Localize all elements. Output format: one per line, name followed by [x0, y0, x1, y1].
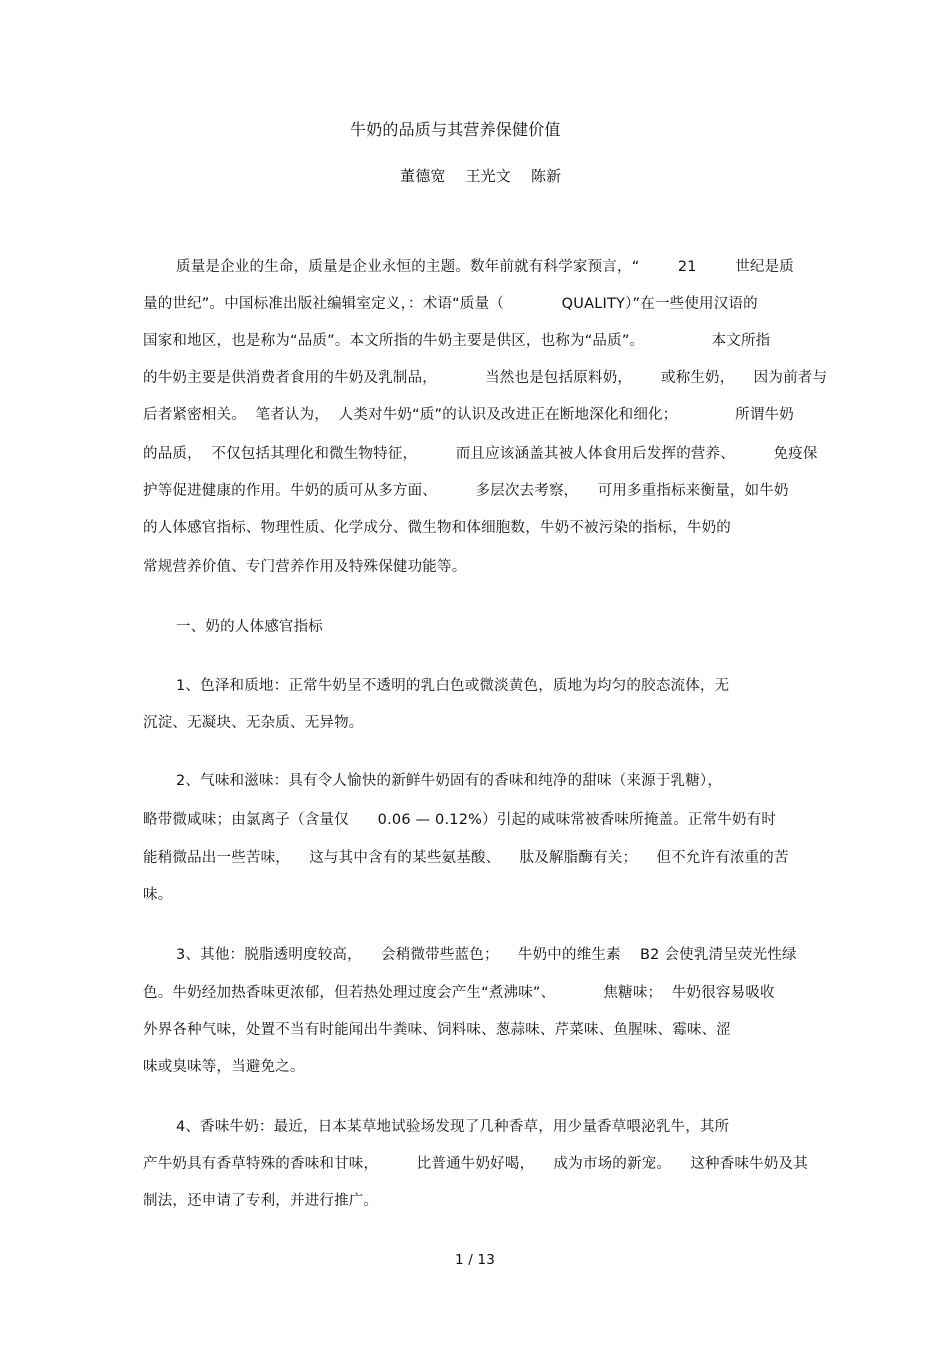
body-line: 的人体感官指标、物理性质、化学成分、微生物和体细胞数，牛奶不被污染的指标，牛奶的: [143, 520, 731, 536]
body-line: 味。: [143, 887, 173, 903]
body-line: 常规营养价值、专门营养作用及特殊保健功能等。: [143, 559, 467, 575]
body-line: 2、气味和滋味：具有令人愉快的新鲜牛奶固有的香味和纯净的甜味（来源于乳糖），: [176, 773, 723, 789]
body-line: 国家和地区，也是称为“品质”。本文所指的牛奶主要是供区，也称为“品质”。 本文所指: [143, 333, 771, 349]
document-title: 牛奶的品质与其营养保健价值: [350, 120, 561, 139]
body-line: 色。牛奶经加热香味更浓郁，但若热处理过度会产生“煮沸味”、 焦糖味； 牛奶很容易吸收: [143, 985, 775, 1001]
body-line: 护等促进健康的作用。牛奶的质可从多方面、 多层次去考察， 可用多重指标来衡量，如牛奶: [143, 483, 789, 499]
body-line: 外界各种气味，处置不当有时能闻出牛粪味、饲料味、葱蒜味、芹菜味、鱼腥味、霉味、涩: [143, 1022, 731, 1038]
section-heading: 一、奶的人体感官指标: [176, 619, 323, 635]
document-authors: 董德宽 王光文 陈新: [400, 167, 562, 185]
body-line: 质量是企业的生命，质量是企业永恒的主题。数年前就有科学家预言，“ 21 世纪是质: [176, 259, 795, 275]
body-line: 略带微咸味；由氯离子（含量仅 0.06 — 0.12%）引起的咸味常被香味所掩盖。正常牛奶有时: [143, 812, 777, 828]
body-line: 能稍微品出一些苦味， 这与其中含有的某些氨基酸、 肽及解脂酶有关； 但不允许有浓重的苦: [143, 850, 789, 866]
body-line: 制法，还申请了专利，并进行推广。: [143, 1193, 379, 1209]
body-line: 3、其他：脱脂透明度较高， 会稍微带些蓝色； 牛奶中的维生素 B2 会使乳清呈荧光性绿: [176, 947, 797, 963]
body-line: 量的世纪”。中国标准出版社编辑室定义，：术语“质量（ QUALITY）”在一些使用汉语的: [143, 296, 758, 312]
body-line: 后者紧密相关。 笔者认为， 人类对牛奶“质”的认识及改进正在断地深化和细化； 所谓牛奶: [143, 407, 794, 423]
body-line: 产牛奶具有香草特殊的香味和甘味， 比普通牛奶好喝， 成为市场的新宠。 这种香味牛奶及其: [143, 1156, 808, 1172]
body-line: 的牛奶主要是供消费者食用的牛奶及乳制品， 当然也是包括原料奶， 或称生奶， 因为前者与: [143, 370, 828, 386]
body-line: 1、色泽和质地：正常牛奶呈不透明的乳白色或微淡黄色，质地为均匀的胶态流体，无: [176, 678, 730, 694]
body-line: 沉淀、无凝块、无杂质、无异物。: [143, 715, 364, 731]
body-line: 4、香味牛奶：最近，日本某草地试验场发现了几种香草，用少量香草喂泌乳牛，其所: [176, 1119, 730, 1135]
page-number: 1 / 13: [455, 1252, 496, 1268]
body-line: 的品质， 不仅包括其理化和微生物特征， 而且应该涵盖其被人体食用后发挥的营养、 免疫保: [143, 446, 818, 462]
body-line: 味或臭味等，当避免之。: [143, 1059, 305, 1075]
